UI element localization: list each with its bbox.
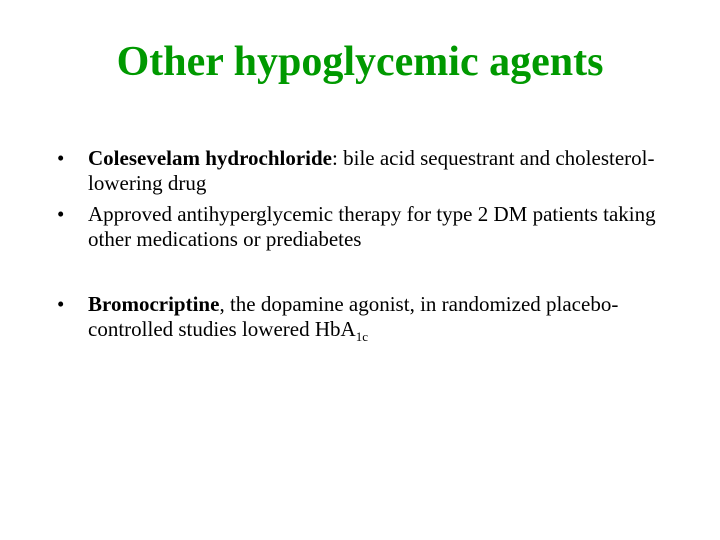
bullet-marker: • — [57, 146, 65, 170]
bullet-marker: • — [57, 202, 65, 226]
bullet-colesevelam — [57, 146, 697, 196]
bullet-marker: • — [57, 292, 65, 316]
hba1c-subscript: 1c — [355, 329, 368, 344]
bullet-text-end: A — [340, 317, 356, 341]
bullet-text: the dopamine agonist, in randomized placebo-controlled studies lowered Hb — [88, 292, 619, 341]
bullet-term: Colesevelam hydrochloride — [88, 146, 333, 170]
bullet-text: bile acid sequestrant and cholesterol-lowering drug — [88, 146, 655, 195]
bullet-text: Approved antihyperglycemic therapy for type 2 DM patients taking other medications or prediabetes — [88, 202, 656, 251]
bullet-term: Bromocriptine — [88, 292, 220, 316]
bullet-term-suffix: , — [219, 292, 225, 316]
bullet-term-suffix: : — [332, 146, 338, 170]
bullet-approved-therapy — [57, 202, 697, 252]
bullet-list — [57, 146, 697, 348]
bullet-bromocriptine — [57, 292, 697, 342]
slide-title: Other hypoglycemic agents — [116, 39, 604, 85]
